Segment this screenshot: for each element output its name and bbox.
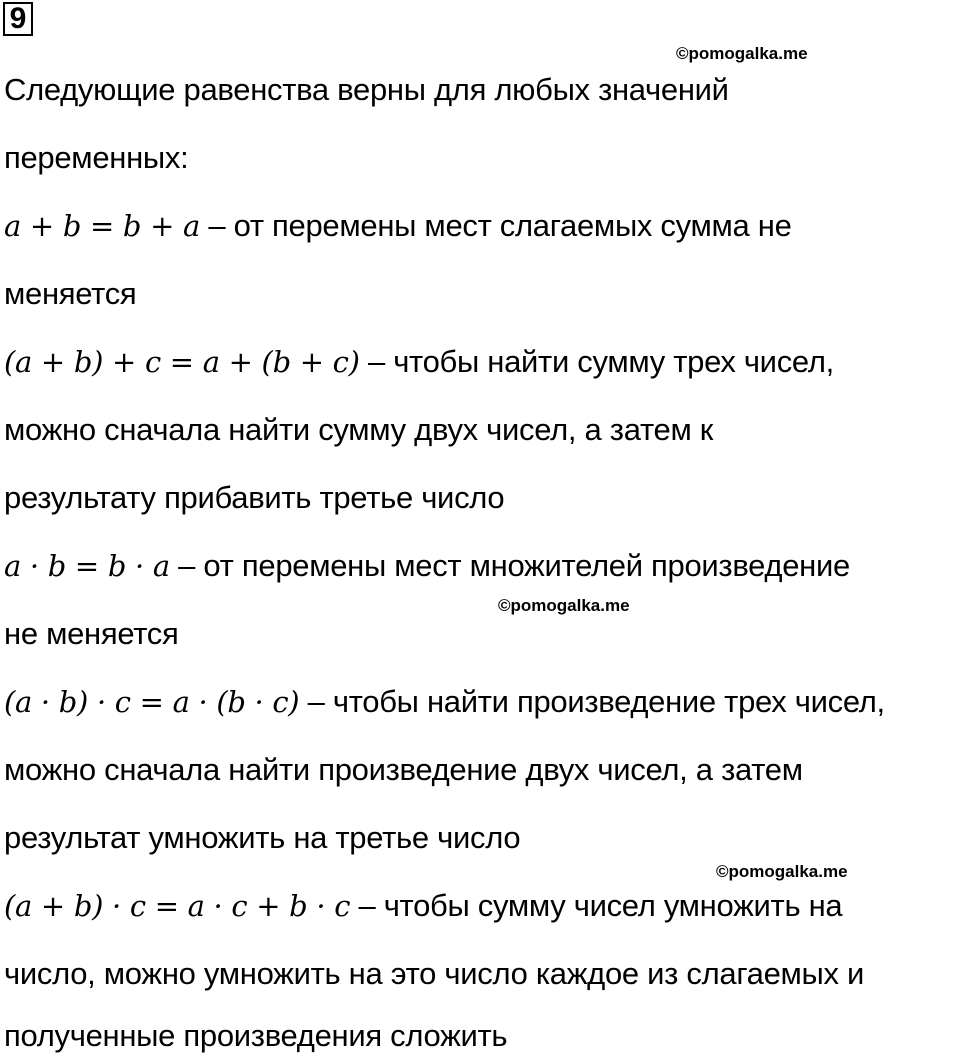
rule-line bbox=[4, 546, 850, 586]
formula: a · b = b · a bbox=[4, 549, 170, 583]
rule-line bbox=[4, 206, 792, 246]
intro-line: Следующие равенства верны для любых значений bbox=[4, 72, 729, 107]
rule-line bbox=[4, 886, 842, 926]
intro-line: переменных: bbox=[4, 140, 189, 175]
rule-text: – от перемены мест множителей произведение bbox=[169, 548, 850, 583]
rule-line: число, можно умножить на это число каждое из слагаемых и bbox=[4, 956, 865, 991]
rule-line bbox=[4, 682, 885, 722]
formula: a + b = b + a bbox=[4, 209, 201, 243]
watermark: ©pomogalka.me bbox=[498, 596, 630, 615]
rule-line: можно сначала найти произведение двух чисел, а затем bbox=[4, 752, 803, 787]
problem-number: 9 bbox=[3, 2, 33, 36]
formula: (a + b) + c = a + (b + c) bbox=[4, 345, 360, 379]
rule-text: – от перемены мест слагаемых сумма не bbox=[200, 208, 792, 243]
watermark: ©pomogalka.me bbox=[716, 862, 848, 881]
rule-line: можно сначала найти сумму двух чисел, а затем к bbox=[4, 412, 714, 447]
rule-line: меняется bbox=[4, 276, 137, 311]
rule-line: полученные произведения сложить bbox=[4, 1018, 508, 1053]
rule-line: результату прибавить третье число bbox=[4, 480, 505, 515]
formula: (a + b) · c = a · c + b · c bbox=[4, 889, 351, 923]
rule-line: результат умножить на третье число bbox=[4, 820, 521, 855]
rule-text: – чтобы сумму чисел умножить на bbox=[350, 888, 843, 923]
rule-text: – чтобы найти произведение трех чисел, bbox=[299, 684, 885, 719]
rule-line: не меняется bbox=[4, 616, 179, 651]
rule-text: – чтобы найти сумму трех чисел, bbox=[359, 344, 834, 379]
watermark: ©pomogalka.me bbox=[676, 44, 808, 63]
rule-line bbox=[4, 342, 834, 382]
formula: (a · b) · c = a · (b · c) bbox=[4, 685, 300, 719]
